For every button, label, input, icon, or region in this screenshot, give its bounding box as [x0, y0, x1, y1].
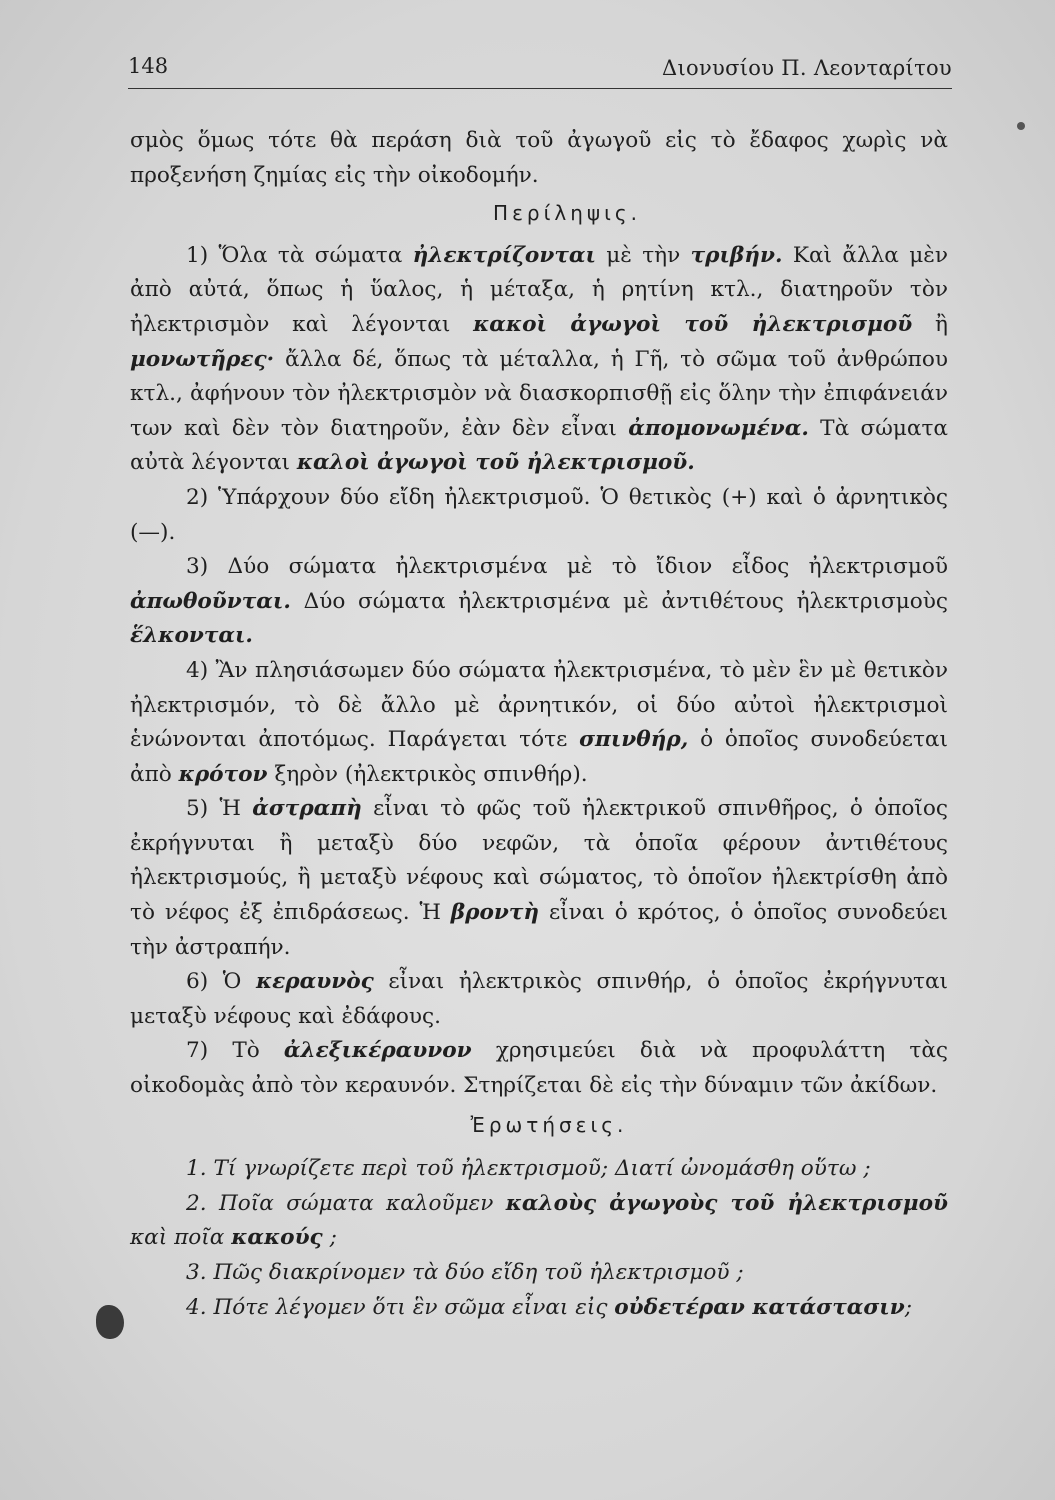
summary-item-1: 1) Ὅλα τὰ σώματα ἠλεκτρίζονται μὲ τὴν τριβήν. Καὶ ἄλλα μὲν ἀπὸ αὐτά, ὅπως ἡ ὕαλος, ἡ μέταξα, ἡ ρητίνη κτλ., διατηροῦν τὸν ἠλεκτρισμὸν καὶ λέγονται κακοὶ ἀγωγοὶ τοῦ ἠλεκτρισμοῦ ἢ μονωτῆρες· ἄλλα δέ, ὅπως τὰ μέταλλα, ἡ Γῆ, τὸ σῶμα τοῦ ἀνθρώπου κτλ., ἀφήνουν τὸν ἠλεκτρισμὸν νὰ διασκορπισθῇ εἰς ὅλην τὴν ἐπιφάνειάν των καὶ δὲν τὸν διατηροῦν, ἐὰν δὲν εἶναι ἀπομονωμένα. Τὰ σώματα αὐτὰ λέγονται καλοὶ ἀγωγοὶ τοῦ ἠλεκτρισμοῦ.: [130, 242, 948, 476]
intro-paragraph: σμὸς ὅμως τότε θὰ περάση διὰ τοῦ ἀγωγοῦ εἰς τὸ ἔδαφος χωρὶς νὰ προξενήση ζημίας εἰς τὴν οἰκοδομήν.: [130, 128, 948, 188]
question-1: 1. Τί γνωρίζετε περὶ τοῦ ἠλεκτρισμοῦ; Διατί ὠνομάσθη οὕτω ;: [186, 1156, 871, 1182]
question-2: 2. Ποῖα σώματα καλοῦμεν καλοὺς ἀγωγοὺς τοῦ ἠλεκτρισμοῦ καὶ ποῖα κακούς ;: [130, 1190, 948, 1251]
ink-speck: [1017, 122, 1025, 130]
question-4: 4. Πότε λέγομεν ὅτι ἓν σῶμα εἶναι εἰς οὐδετέραν κατάστασιν;: [186, 1294, 912, 1320]
page-header: [128, 52, 952, 89]
summary-item-7: 7) Τὸ ἀλεξικέραυνον χρησιμεύει διὰ νὰ προφυλάττη τὰς οἰκοδομὰς ἀπὸ τὸν κεραυνόν. Στηρίζεται δὲ εἰς τὴν δύναμιν τῶν ἀκίδων.: [130, 1038, 948, 1099]
summary-heading: Περίληψις.: [493, 201, 641, 226]
ink-blot: [96, 1305, 124, 1339]
page-body: [130, 124, 948, 1325]
summary-item-4: 4) Ἂν πλησιάσωμεν δύο σώματα ἠλεκτρισμένα, τὸ μὲν ἓν μὲ θετικὸν ἠλεκτρισμόν, τὸ δὲ ἄλλο μὲ ἀρνητικόν, οἱ δύο αὐτοὶ ἠλεκτρισμοὶ ἑνώνονται ἀποτόμως. Παράγεται τότε σπινθήρ, ὁ ὁποῖος συνοδεύεται ἀπὸ κρότον ξηρὸν (ἠλεκτρικὸς σπινθήρ).: [130, 657, 948, 787]
summary-item-5: 5) Ἡ ἀστραπὴ εἶναι τὸ φῶς τοῦ ἠλεκτρικοῦ σπινθῆρος, ὁ ὁποῖος ἐκρήγνυται ἢ μεταξὺ δύο νεφῶν, τὰ ὁποῖα φέρουν ἀντιθέτους ἠλεκτρισμούς, ἢ μεταξὺ νέφους καὶ σώματος, τὸ ὁποῖον ἠλεκτρίσθη ἀπὸ τὸ νέφος ἐξ ἐπιδράσεως. Ἡ βροντὴ εἶναι ὁ κρότος, ὁ ὁποῖος συνοδεύει τὴν ἀστραπήν.: [130, 796, 949, 960]
summary-item-2: 2) Ὑπάρχουν δύο εἴδη ἠλεκτρισμοῦ. Ὁ θετικὸς (+) καὶ ὁ ἀρνητικὸς (—).: [130, 484, 948, 545]
questions-heading: Ἐρωτήσεις.: [470, 1112, 628, 1137]
summary-item-3: 3) Δύο σώματα ἠλεκτρισμένα μὲ τὸ ἴδιον εἶδος ἠλεκτρισμοῦ ἀπωθοῦνται. Δύο σώματα ἠλεκτρισμένα μὲ ἀντιθέτους ἠλεκτρισμοὺς ἕλκονται.: [130, 554, 948, 649]
summary-item-6: 6) Ὁ κεραυνὸς εἶναι ἠλεκτρικὸς σπινθήρ, ὁ ὁποῖος ἐκρήγνυται μεταξὺ νέφους καὶ ἐδάφους.: [130, 969, 948, 1029]
page-number: 148: [128, 54, 169, 78]
running-head: Διονυσίου Π. Λεονταρίτου: [662, 56, 952, 80]
question-3: 3. Πῶς διακρίνομεν τὰ δύο εἴδη τοῦ ἠλεκτρισμοῦ ;: [186, 1260, 744, 1285]
